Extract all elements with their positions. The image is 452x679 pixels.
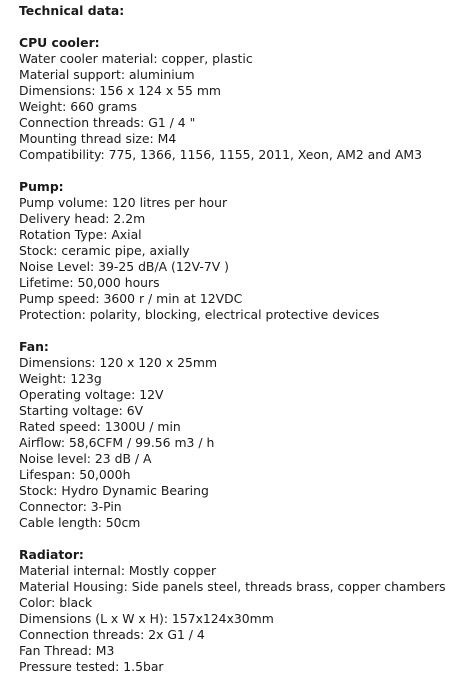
spec-line: Fan Thread: M3: [19, 643, 115, 658]
spec-line: Lifetime: 50,000 hours: [19, 275, 160, 290]
spec-line: Weight: 123g: [19, 371, 102, 386]
spacer: [19, 19, 449, 35]
spacer: [19, 531, 449, 547]
spec-line: Water cooler material: copper, plastic: [19, 51, 253, 66]
document-title: Technical data:: [19, 3, 125, 18]
spacer: [19, 163, 449, 179]
spec-line: Rated speed: 1300U / min: [19, 419, 181, 434]
section-radiator: [19, 547, 449, 675]
section-fan: [19, 339, 449, 531]
spec-line: Dimensions: 156 x 124 x 55 mm: [19, 83, 221, 98]
section-heading: Pump:: [19, 179, 64, 194]
spec-line: Operating voltage: 12V: [19, 387, 164, 402]
spec-line: Protection: polarity, blocking, electrical protective devices: [19, 307, 380, 322]
spec-line: Dimensions (L x W x H): 157x124x30mm: [19, 611, 274, 626]
section-heading: Fan:: [19, 339, 49, 354]
section-heading: CPU cooler:: [19, 35, 100, 50]
spec-line: Airflow: 58,6CFM / 99.56 m3 / h: [19, 435, 215, 450]
spec-line: Noise Level: 39-25 dB/A (12V-7V ): [19, 259, 229, 274]
spec-line: Noise level: 23 dB / A: [19, 451, 152, 466]
spec-line: Compatibility: 775, 1366, 1156, 1155, 2011, Xeon, AM2 and AM3: [19, 147, 422, 162]
spec-line: Connector: 3-Pin: [19, 499, 122, 514]
spec-line: Lifespan: 50,000h: [19, 467, 131, 482]
spec-line: Mounting thread size: M4: [19, 131, 177, 146]
spec-line: Material internal: Mostly copper: [19, 563, 217, 578]
spec-line: Connection threads: 2x G1 / 4: [19, 627, 205, 642]
spec-line: Pump speed: 3600 r / min at 12VDC: [19, 291, 243, 306]
spacer: [19, 323, 449, 339]
section-heading: Radiator:: [19, 547, 84, 562]
spec-line: Cable length: 50cm: [19, 515, 141, 530]
technical-data-document: [19, 3, 449, 675]
spec-line: Stock: ceramic pipe, axially: [19, 243, 190, 258]
spec-line: Connection threads: G1 / 4 ": [19, 115, 196, 130]
spec-line: Dimensions: 120 x 120 x 25mm: [19, 355, 218, 370]
spec-line: Rotation Type: Axial: [19, 227, 142, 242]
spec-line: Material Housing: Side panels steel, threads brass, copper chambers: [19, 579, 446, 594]
spec-line: Pressure tested: 1.5bar: [19, 659, 164, 674]
section-cpu-cooler: [19, 35, 449, 163]
spec-line: Starting voltage: 6V: [19, 403, 144, 418]
section-pump: [19, 179, 449, 323]
spec-line: Material support: aluminium: [19, 67, 195, 82]
spec-line: Pump volume: 120 litres per hour: [19, 195, 228, 210]
spec-line: Delivery head: 2.2m: [19, 211, 146, 226]
spec-line: Weight: 660 grams: [19, 99, 137, 114]
spec-line: Stock: Hydro Dynamic Bearing: [19, 483, 209, 498]
spec-line: Color: black: [19, 595, 93, 610]
